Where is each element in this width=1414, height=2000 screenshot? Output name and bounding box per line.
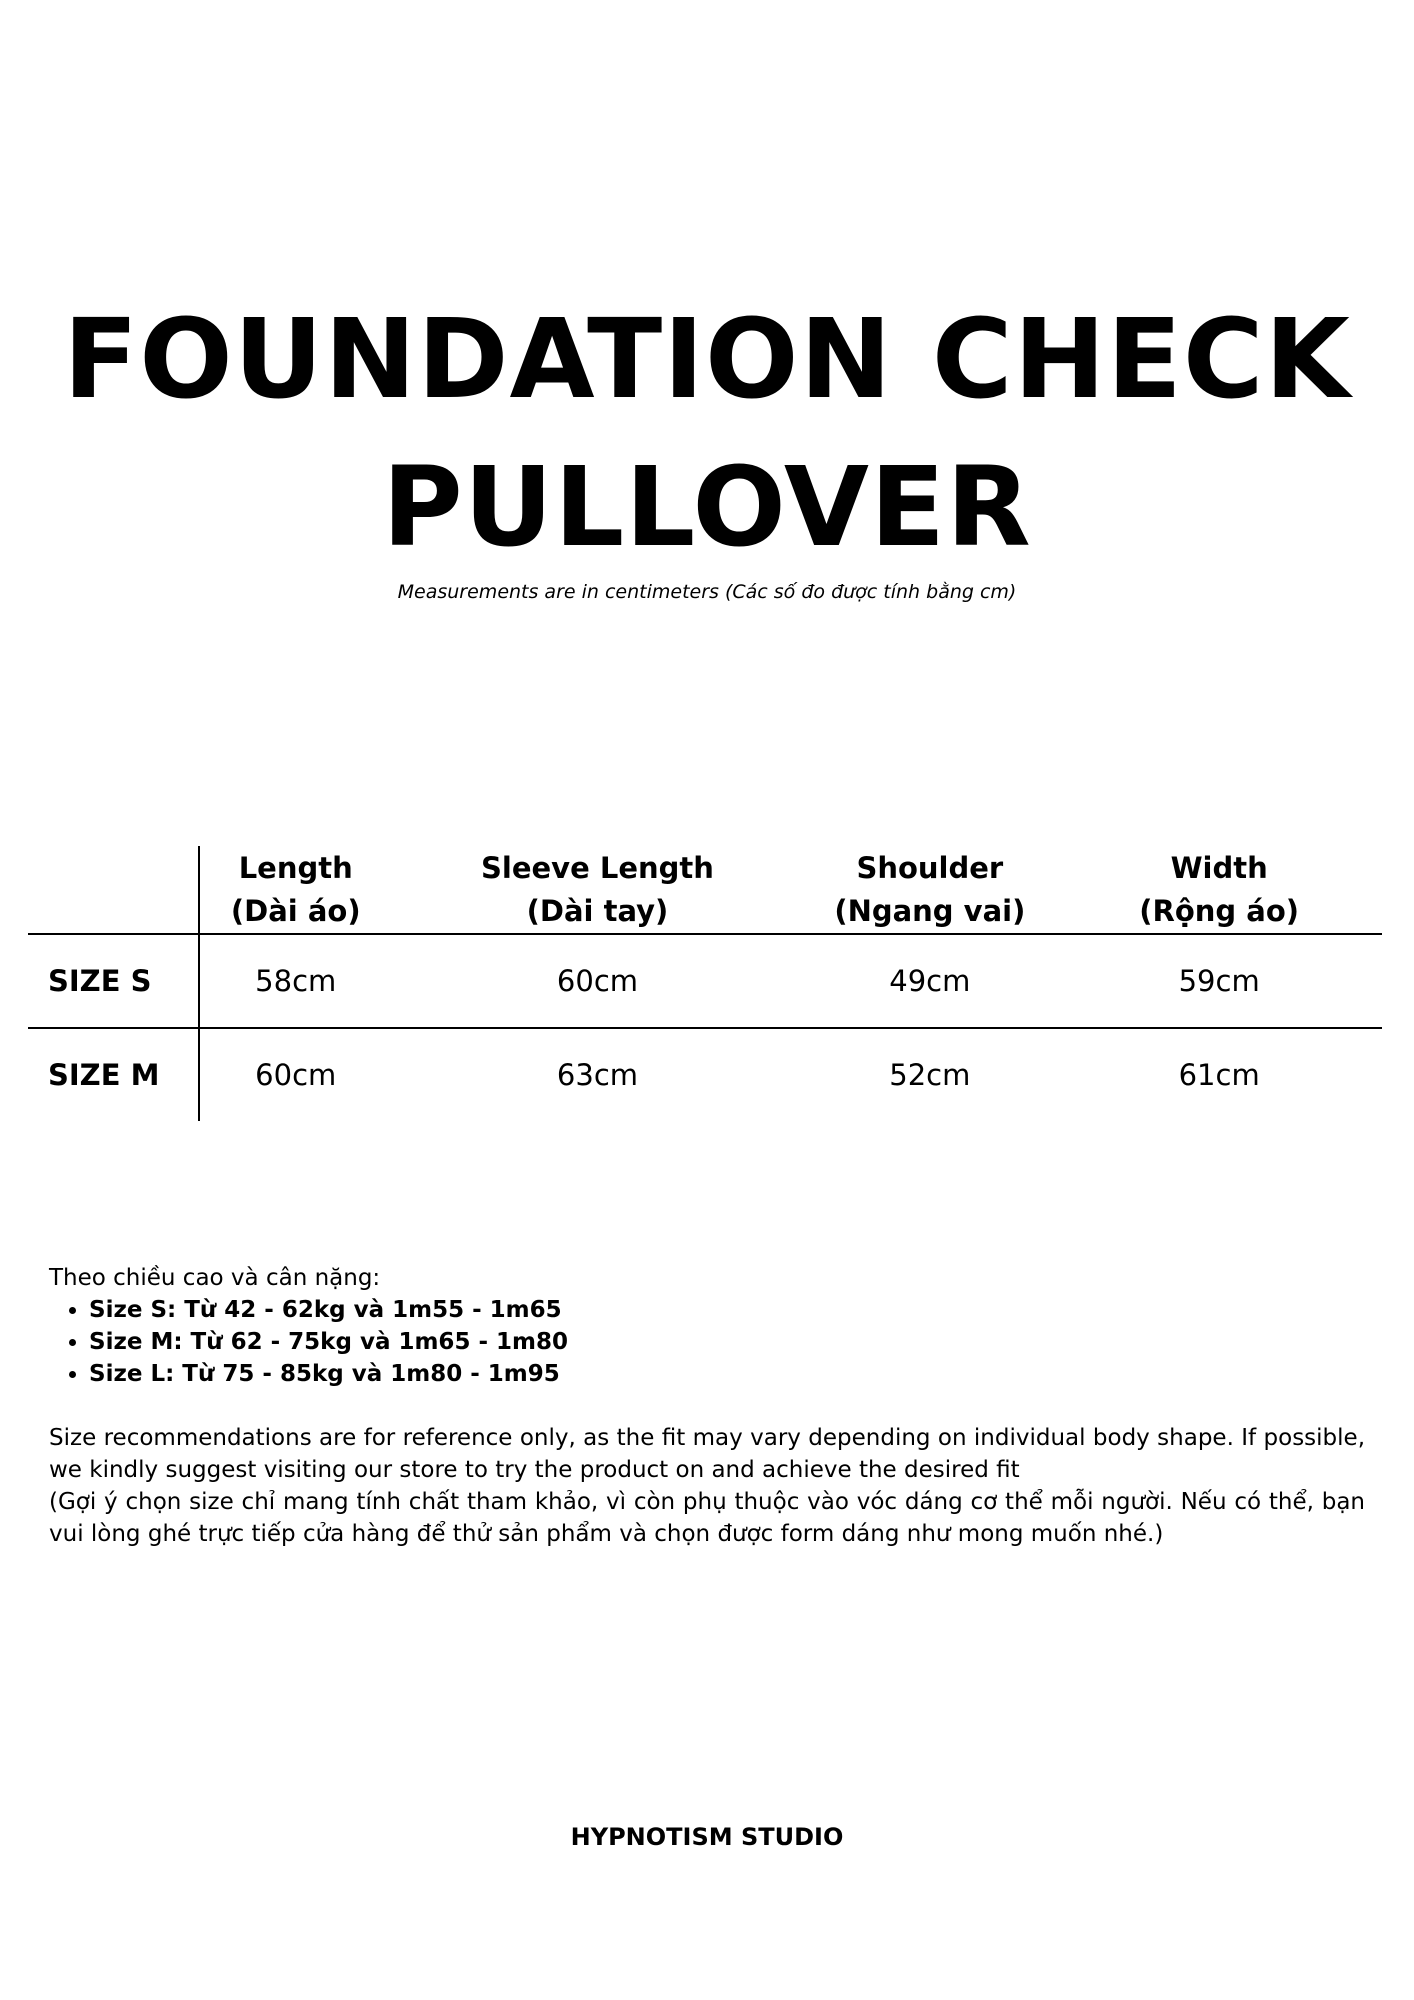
page-title <box>0 285 1414 581</box>
header-label-vi: (Dài tay) <box>526 893 669 928</box>
title-line-1: FOUNDATION CHECK <box>63 295 1351 423</box>
size-guide <box>49 1262 1365 1390</box>
header-shoulder <box>803 846 1056 934</box>
table-header-row <box>28 846 1382 934</box>
header-label-en: Shoulder <box>856 850 1004 885</box>
cell-length: 58cm <box>199 934 392 1028</box>
cell-sleeve-length: 60cm <box>392 934 804 1028</box>
list-item: • Size L: Từ 75 - 85kg và 1m80 - 1m95 <box>89 1358 1365 1390</box>
table-row-size-s <box>28 934 1382 1028</box>
header-label-en: Sleeve Length <box>481 850 714 885</box>
table-corner-cell <box>28 846 199 934</box>
brand-name: HYPNOTISM STUDIO <box>570 1823 844 1851</box>
header-label-en: Width <box>1170 850 1268 885</box>
measurement-note: Measurements are in centimeters (Các số đo được tính bằng cm) <box>397 581 1017 603</box>
cell-width: 61cm <box>1178 1058 1260 1092</box>
header-label-vi: (Dài áo) <box>230 893 361 928</box>
header-label-en: Length <box>238 850 353 885</box>
cell-shoulder: 52cm <box>889 1058 971 1092</box>
row-label: SIZE S <box>28 934 199 1028</box>
fit-disclaimer-vi: (Gợi ý chọn size chỉ mang tính chất tham khảo, vì còn phụ thuộc vào vóc dáng cơ thể mỗi người. Nếu có thể, bạn vui lòng ghé trực tiếp cửa hàng để thử sản phẩm và chọn được form dáng như mong muốn nhé.) <box>49 1489 1365 1547</box>
size-chart-table <box>28 846 1382 1121</box>
cell-sleeve-length: 63cm <box>556 1058 639 1092</box>
cell-length: 60cm <box>255 1058 337 1092</box>
fit-disclaimer-en: Size recommendations are for reference only, as the fit may vary depending on individual body shape. If possible, we kindly suggest visiting our store to try the product on and achieve the desired fit <box>49 1425 1365 1483</box>
header-sleeve-length <box>392 846 804 934</box>
list-item: • Size S: Từ 42 - 62kg và 1m55 - 1m65 <box>89 1294 1365 1326</box>
fit-disclaimer <box>49 1422 1365 1550</box>
list-item: • Size M: Từ 62 - 75kg và 1m65 - 1m80 <box>89 1326 1365 1358</box>
cell-shoulder: 49cm <box>803 934 1056 1028</box>
cell-width: 59cm <box>1056 934 1382 1028</box>
header-length <box>199 846 392 934</box>
table-row-size-m <box>28 1028 1382 1121</box>
size-guide-intro: Theo chiều cao và cân nặng: <box>49 1265 381 1291</box>
title-line-2: PULLOVER <box>382 443 1032 571</box>
header-label-vi: (Rộng áo) <box>1139 893 1300 928</box>
row-label: SIZE M <box>28 1028 199 1121</box>
header-width <box>1056 846 1382 934</box>
header-label-vi: (Ngang vai) <box>834 893 1026 928</box>
size-guide-list <box>49 1294 1365 1390</box>
